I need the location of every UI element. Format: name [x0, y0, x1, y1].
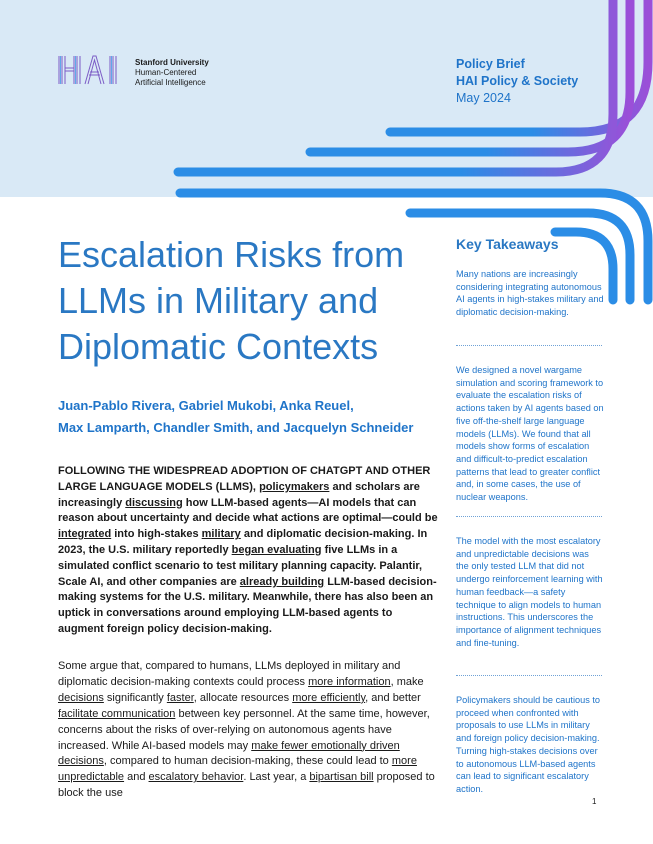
- link-discussing[interactable]: discussing: [125, 496, 183, 509]
- link-facilitate-communication[interactable]: facilitate communication: [58, 707, 176, 720]
- logo-university: Stanford University: [135, 58, 209, 67]
- brief-date: May 2024: [456, 91, 511, 105]
- takeaway-item: We designed a novel wargame simulation and scoring framework to evaluate the escalation risks of actions taken by AI agents based on five off-the-shelf large language models (LLMs). We found that all models show forms of escalation and difficult-to-predict escalation patterns that lead to greater conflict and, in some cases, the use of nuclear weapons.: [456, 365, 604, 503]
- link-faster[interactable]: faster: [166, 691, 194, 704]
- takeaway-item: Policymakers should be cautious to proceed when confronted with proposals to use LLMs in military and foreign policy decision-making. Turning high-stakes decisions over to autonomous LLM-based agents can lead to significant escalatory action.: [456, 695, 601, 794]
- link-decisions[interactable]: decisions: [58, 691, 104, 704]
- page-number: 1: [592, 797, 597, 806]
- brief-info: [456, 56, 578, 107]
- logo-line3: Artificial Intelligence: [135, 78, 206, 87]
- takeaway-item: The model with the most escalatory and unpredictable decisions was the only tested LLM that did not undergo reinforcement learning with human feedback—a safety technique to align models to human instructions. This underscores the importance of alignment techniques and fine-tuning.: [456, 536, 603, 648]
- lead-paragraph: FOLLOWING THE WIDESPREAD ADOPTION OF CHATGPT AND OTHER LARGE LANGUAGE MODELS (LLMS), policymakers and scholars are increasingly discussing how LLM-based agents—AI models that can reason about uncertainty and decide what actions are optimal—could be integrated into high-stakes military and diplomatic decision-making. In 2023, the U.S. military reportedly began evaluating five LLMs in a simulated conflict scenario to test military planning capacity. Palantir, Scale AI, and other companies are already building LLM-based decision-making systems for the U.S. military. Meanwhile, there has also been an uptick in conversations around employing LLM-based agents to augment foreign policy decision-making.: [58, 465, 438, 635]
- logo-text: [135, 58, 209, 88]
- link-military[interactable]: military: [201, 528, 241, 541]
- link-integrated[interactable]: integrated: [58, 528, 112, 541]
- authors-line2: Max Lamparth, Chandler Smith, and Jacquelyn Schneider: [58, 420, 414, 435]
- link-bipartisan-bill[interactable]: bipartisan bill: [309, 771, 374, 784]
- takeaway-divider: [456, 345, 602, 346]
- link-policymakers[interactable]: policymakers: [259, 480, 330, 493]
- link-already-building[interactable]: already building: [239, 575, 325, 588]
- authors-line1: Juan-Pablo Rivera, Gabriel Mukobi, Anka Reuel,: [58, 398, 354, 413]
- takeaway-divider: [456, 516, 602, 517]
- link-began-evaluating[interactable]: began evaluating: [231, 543, 322, 556]
- brief-series: HAI Policy & Society: [456, 74, 579, 88]
- hai-logo: [58, 55, 130, 85]
- takeaway-divider: [456, 675, 602, 676]
- brief-type: Policy Brief: [456, 57, 525, 71]
- key-takeaways-title: Key Takeaways: [456, 236, 559, 252]
- body-paragraph: Some argue that, compared to humans, LLMs deployed in military and diplomatic decision-making contexts could process more information, make decisions significantly faster, allocate resources more efficiently, and better facilitate communication between key personnel. At the same time, however, concerns about the risks of over-relying on autonomous agents have increased. While AI-based models may make fewer emotionally driven decisions, compared to human decision-making, these could lead to more unpredictable and escalatory behavior. Last year, a bipartisan bill proposed to block the use: [58, 660, 435, 800]
- link-more-information[interactable]: more information: [308, 675, 391, 688]
- page-title: Escalation Risks from LLMs in Military and Diplomatic Contexts: [58, 234, 405, 367]
- link-more-unpredictable[interactable]: more unpredictable: [58, 755, 417, 784]
- logo-line2: Human-Centered: [135, 68, 197, 77]
- authors: [58, 395, 448, 439]
- link-fewer-emotional-decisions[interactable]: make fewer emotionally driven decisions: [58, 739, 400, 768]
- link-escalatory-behavior[interactable]: escalatory behavior: [148, 771, 244, 784]
- link-more-efficiently[interactable]: more efficiently: [292, 691, 366, 704]
- takeaway-item: Many nations are increasingly considering integrating autonomous AI agents in high-stakes military and diplomatic decision-making.: [456, 269, 604, 318]
